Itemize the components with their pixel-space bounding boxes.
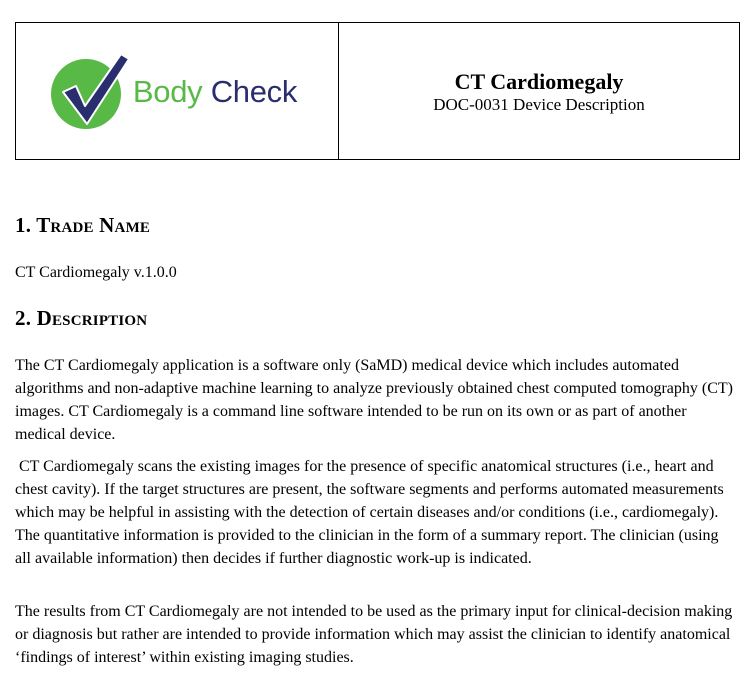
body-check-logo [49,50,297,132]
logo-cell [16,23,339,159]
check-circle-icon [49,50,131,132]
document-header [15,22,740,160]
trade-name-paragraph: CT Cardiomegaly v.1.0.0 [15,264,177,281]
section-heading-trade-name: 1. Trade Name [15,213,151,237]
description-paragraph: The CT Cardiomegaly application is a software only (SaMD) medical device which includes automated algorithms and non-adaptive machine learning to analyze previously obtained chest computed tomography (CT) images. CT Cardiomegaly is a command line software intended to be run on its own or as part of another medical device. [15,357,734,443]
document-subtitle: DOC-0031 Device Description [433,95,645,114]
description-paragraph: CT Cardiomegaly scans the existing images for the presence of specific anatomical structures (i.e., heart and chest cavity). If the target structures are present, the software segments and performs automated measurements which may be helpful in assisting with the detection of certain diseases and/or conditions (i.e., cardiomegaly). The quantitative information is provided to the clinician in the form of a summary report. The clinician (using all available information) then decides if further diagnostic work-up is indicated. [15,458,724,567]
title-cell [339,23,739,159]
logo-wordmark: Body Check [132,73,298,109]
description-paragraph: The results from CT Cardiomegaly are not intended to be used as the primary input for clinical-decision making or diagnosis but rather are intended to provide information which may assist the clinician to identify anatomical ‘findings of interest’ within existing imaging studies. [15,603,733,666]
section-heading-description: 2. Description [15,306,148,330]
document-title: CT Cardiomegaly [454,69,624,94]
